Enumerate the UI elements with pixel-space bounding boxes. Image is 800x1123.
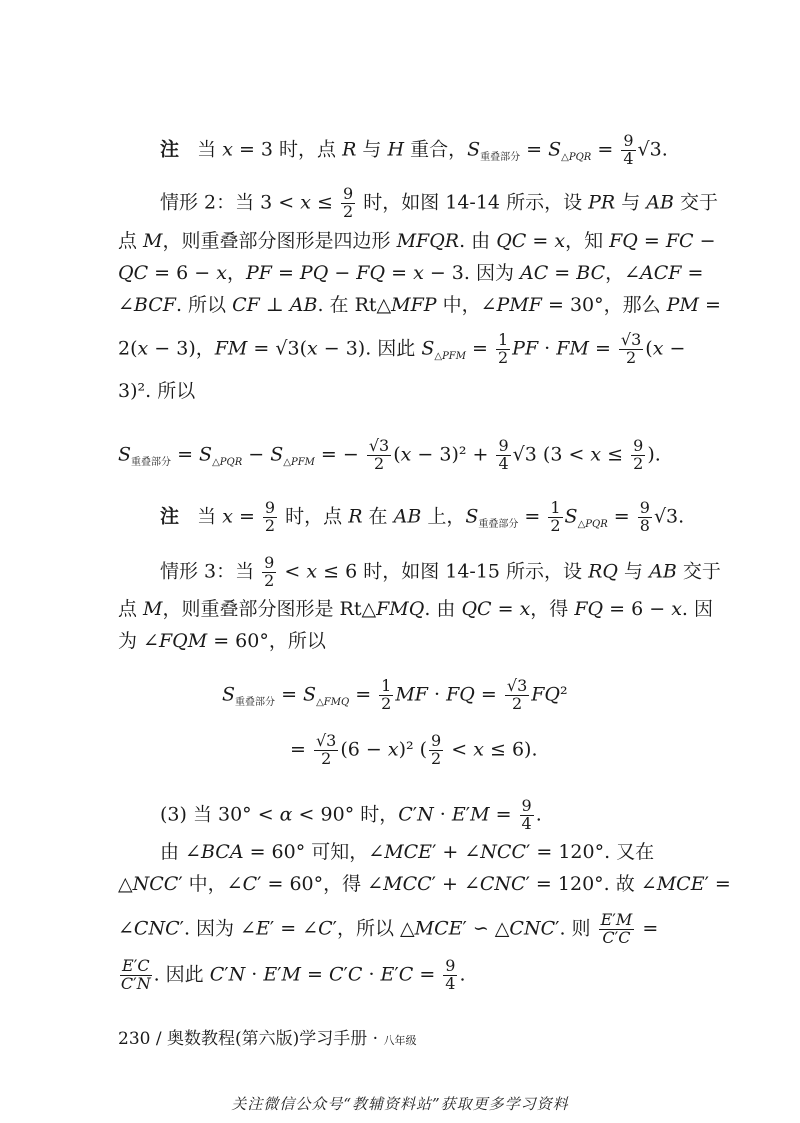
case2-line2: 点 M，则重叠部分图形是四边形 MFQR. 由 QC = x，知 FQ = FC − — [118, 230, 716, 252]
note1-line: 注 当 x = 3 时，点 R 与 H 重合，$S_{重叠部分} = S_{\triangle PQR}$ = $\frac{9}{4}$ √3. — [160, 131, 668, 168]
page-number: 230 — [118, 1029, 151, 1049]
case3-line3: 为 ∠FQM = 60°，所以 — [118, 630, 326, 652]
case2-line6: 3)². 所以 — [118, 380, 196, 402]
part3-line2: 由 ∠BCA = 60° 可知，∠MCE′ + ∠NCC′ = 120°. 又在 — [160, 841, 655, 863]
case3-line1: 情形 3：当 $\frac{9}{2}$ < x ≤ 6 时，如图 14-15 所示，设 RQ 与 AB 交于 — [160, 553, 721, 590]
page-footer: 230 / 奥数教程(第六版)学习手册 · 八年级 — [118, 1029, 417, 1049]
case2-line1: 情形 2：当 3 < x ≤ $\frac{9}{2}$ 时，如图 14-14 所示，设 PR 与 AB 交于 — [160, 184, 719, 221]
case2-line4: ∠BCF. 所以 CF ⊥ AB. 在 Rt△MFP 中，∠PMF = 30°，那么 PM = — [118, 294, 721, 316]
part3-line5: $\frac{E'C}{C'N}$ . 因此 C′N · E′M = C′C · E′C = $\frac{9}{4}$ . — [120, 956, 466, 993]
case2-line5: 2(x − 3)，FM = √3(x − 3). 因此 $S_{\triangle PFM}$ = $\frac{1}{2}$ PF · FM = $\frac{√3}{2}$ (x − — [118, 330, 686, 367]
part3-line3: △NCC′ 中，∠C′ = 60°，得 ∠MCC′ + ∠CNC′ = 120°. 故 ∠MCE′ = — [118, 873, 731, 895]
watermark-text: 关注微信公众号“教辅资料站”获取更多学习资料 — [231, 1095, 569, 1113]
case2-equation: $S_{重叠部分} = S_{\triangle PQR} - S_{\triangle PFM}$ = − $\frac{√3}{2}$ (x − 3)² + $\frac{9}{4}$ √3 (3 < x ≤ $\frac{9}{2}$ ). — [118, 436, 661, 473]
part3-line1: (3) 当 30° < α < 90° 时，C′N · E′M = $\frac{9}{4}$ . — [160, 796, 542, 833]
case2-line3: QC = 6 − x，PF = PQ − FQ = x − 3. 因为 AC = BC，∠ACF = — [118, 262, 704, 284]
case3-line2: 点 M，则重叠部分图形是 Rt△FMQ. 由 QC = x，得 FQ = 6 − x. 因 — [118, 598, 714, 620]
note2-line: 注 当 x = $\frac{9}{2}$ 时，点 R 在 AB 上，$S_{重叠部分}$ = $\frac{1}{2}$ $S_{\triangle PQR}$ = $\frac{9}{8}$ √3. — [160, 498, 685, 535]
book-title: 奥数教程(第六版)学习手册 — [167, 1029, 368, 1049]
case3-equation1: $S_{重叠部分} = S_{\triangle FMQ}$ = $\frac{1}{2}$ MF · FQ = $\frac{√3}{2}$ FQ² — [222, 676, 568, 713]
part3-line4: ∠CNC′. 因为 ∠E′ = ∠C′，所以 △MCE′ ∽ △CNC′. 则 $\frac{E'M}{C'C}$ = — [118, 910, 659, 947]
grade-label: 八年级 — [383, 1034, 417, 1047]
case3-equation2: = $\frac{√3}{2}$ (6 − x)² ( $\frac{9}{2}$ < x ≤ 6). — [290, 731, 538, 768]
